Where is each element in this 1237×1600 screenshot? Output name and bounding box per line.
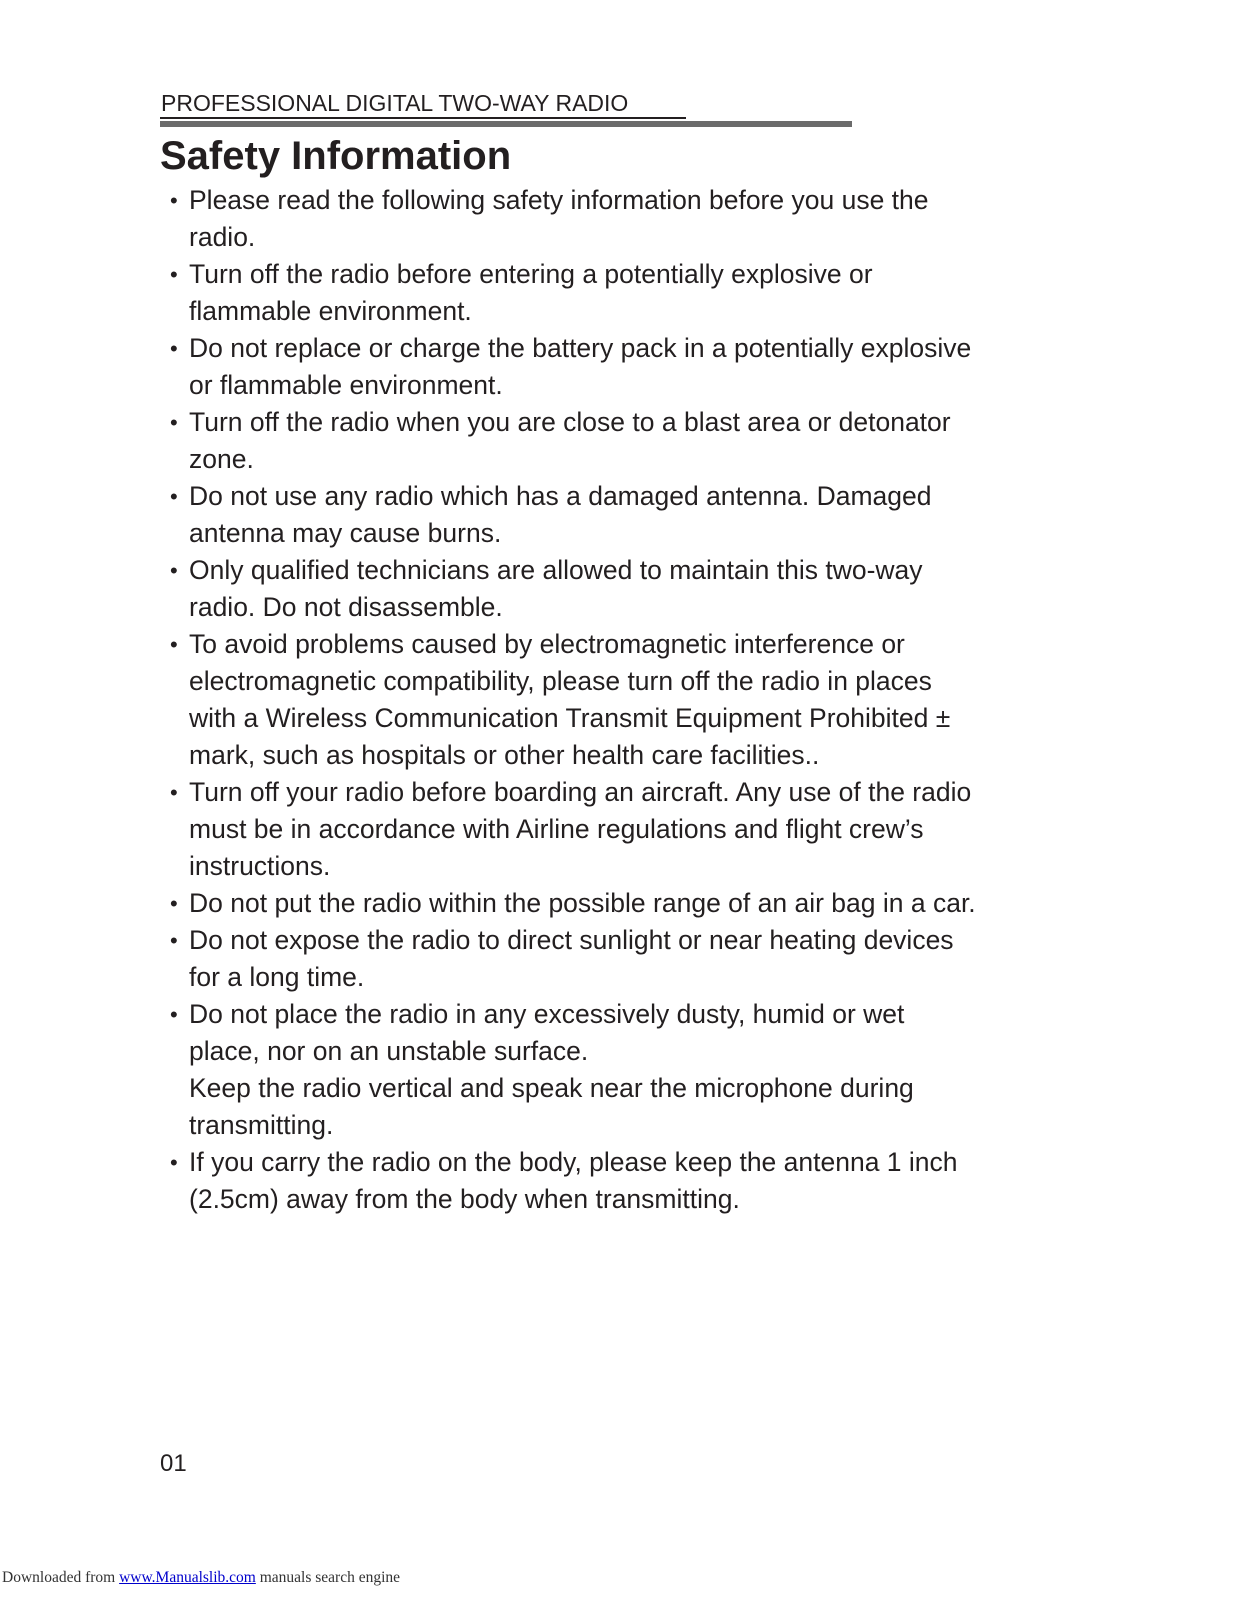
safety-item-text: Do not use any radio which has a damaged antenna. Damaged antenna may cause burns. xyxy=(189,481,932,548)
bullet-icon: • xyxy=(170,262,178,287)
safety-item xyxy=(170,626,1075,774)
safety-item xyxy=(170,552,1075,626)
safety-item xyxy=(170,404,1075,478)
bullet-icon: • xyxy=(170,410,178,435)
safety-item-text: Do not expose the radio to direct sunlight or near heating devices for a long time. xyxy=(189,925,954,992)
manualslib-link[interactable]: www.Manualslib.com xyxy=(119,1569,256,1586)
safety-item-text: Do not replace or charge the battery pack in a potentially explosive or flammable environment. xyxy=(189,333,972,400)
safety-item-text: If you carry the radio on the body, please keep the antenna 1 inch (2.5cm) away from the body when transmitting. xyxy=(189,1147,958,1214)
bullet-icon: • xyxy=(170,1002,178,1027)
safety-item-text: To avoid problems caused by electromagnetic interference or electromagnetic compatibility, please turn off the radio in places with a Wireless Communication Transmit Equipment Prohibited ± mark, such as hospitals or other health care facilities.. xyxy=(189,629,951,770)
footer-suffix: manuals search engine xyxy=(255,1569,401,1586)
safety-item xyxy=(170,885,1075,922)
safety-item-text: Turn off the radio before entering a potentially explosive or flammable environment. xyxy=(189,259,873,326)
safety-item xyxy=(170,996,1075,1144)
safety-item-text: Only qualified technicians are allowed to maintain this two-way radio. Do not disassemble. xyxy=(189,555,923,622)
safety-item xyxy=(170,774,1075,885)
safety-item xyxy=(170,1144,1075,1218)
bullet-icon: • xyxy=(170,780,178,805)
bullet-icon: • xyxy=(170,484,178,509)
safety-item-text: Do not place the radio in any excessively dusty, humid or wet place, nor on an unstable surface. Keep the radio vertical and speak near the microphone during transmitting. xyxy=(189,999,914,1140)
bullet-icon: • xyxy=(170,558,178,583)
header-underline xyxy=(160,117,686,119)
bullet-icon: • xyxy=(170,336,178,361)
page-title: Safety Information xyxy=(160,134,512,178)
safety-item xyxy=(170,478,1075,552)
bullet-icon: • xyxy=(170,891,178,916)
safety-item-text: Turn off the radio when you are close to a blast area or detonator zone. xyxy=(189,407,951,474)
bullet-icon: • xyxy=(170,188,178,213)
safety-item-text: Do not put the radio within the possible range of an air bag in a car. xyxy=(189,888,976,918)
safety-item xyxy=(170,182,1075,256)
footer-prefix: Downloaded from xyxy=(2,1569,120,1586)
safety-item xyxy=(170,330,1075,404)
running-header: PROFESSIONAL DIGITAL TWO-WAY RADIO xyxy=(161,90,629,116)
safety-item xyxy=(170,922,1075,996)
header-rule xyxy=(160,121,852,127)
page-number: 01 xyxy=(160,1450,187,1477)
bullet-icon: • xyxy=(170,1150,178,1175)
safety-item-text: Turn off your radio before boarding an aircraft. Any use of the radio must be in accordance with Airline regulations and flight crew’s instructions. xyxy=(189,777,972,881)
bullet-icon: • xyxy=(170,928,178,953)
bullet-icon: • xyxy=(170,632,178,657)
safety-item xyxy=(170,256,1075,330)
download-footer xyxy=(2,1569,400,1587)
safety-item-text: Please read the following safety information before you use the radio. xyxy=(189,185,929,252)
safety-list xyxy=(170,182,1075,1218)
